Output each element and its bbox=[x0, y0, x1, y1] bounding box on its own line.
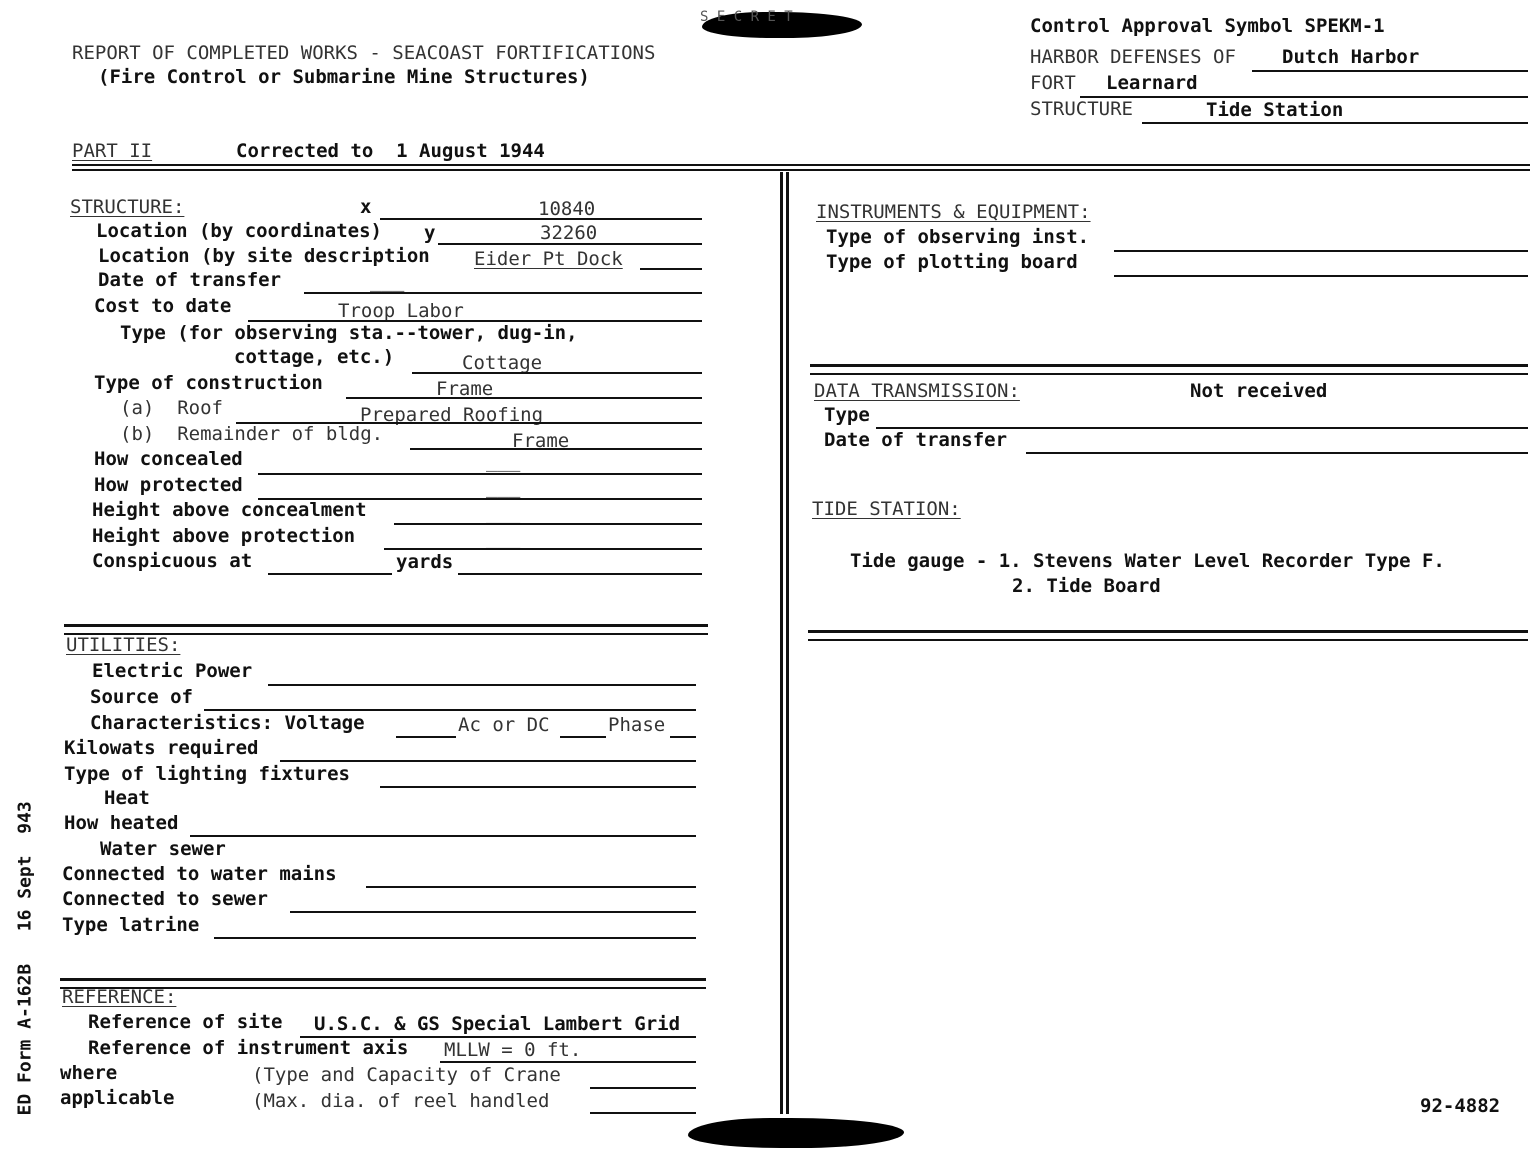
type-label-1: Type (for observing sta.--tower, dug-in, bbox=[120, 322, 578, 344]
tide-gauge-2: 2. Tide Board bbox=[1012, 575, 1161, 597]
observing-line bbox=[1114, 250, 1528, 252]
tide-gauge-1: Tide gauge - 1. Stevens Water Level Recorder Type F. bbox=[850, 550, 1445, 572]
sewer-line bbox=[290, 911, 696, 913]
structure-header-line bbox=[1142, 122, 1528, 124]
y-line bbox=[438, 243, 702, 245]
fort-value: Learnard bbox=[1106, 72, 1198, 94]
redaction-bottom bbox=[688, 1118, 904, 1148]
utilities-heading: UTILITIES: bbox=[66, 634, 181, 656]
fort-line bbox=[1080, 96, 1528, 98]
construction-line bbox=[346, 397, 702, 399]
coord-label: Location (by coordinates) bbox=[96, 220, 382, 242]
latrine-label: Type latrine bbox=[62, 914, 200, 936]
site-value: Eider Pt Dock bbox=[474, 248, 623, 270]
how-heated-line bbox=[190, 835, 696, 837]
harbor-defenses-label: HARBOR DEFENSES OF bbox=[1030, 46, 1236, 68]
where-label: where bbox=[60, 1062, 118, 1084]
ref-instrument-value: MLLW = 0 ft. bbox=[444, 1039, 582, 1061]
reel-line bbox=[590, 1112, 696, 1114]
type-value: Cottage bbox=[462, 352, 543, 374]
conspicuous-value: ___ bbox=[486, 553, 521, 575]
crane-label: (Type and Capacity of Crane bbox=[252, 1064, 561, 1086]
tide-end-rule bbox=[808, 630, 1528, 641]
crane-line bbox=[590, 1087, 696, 1089]
water-mains-label: Connected to water mains bbox=[62, 863, 337, 885]
dt-transfer-label: Date of transfer bbox=[824, 429, 1008, 451]
report-subtitle: (Fire Control or Submarine Mine Structures) bbox=[98, 66, 590, 88]
form-number: 92-4882 bbox=[1420, 1095, 1501, 1117]
lighting-label: Type of lighting fixtures bbox=[64, 763, 350, 785]
ref-site-label: Reference of site bbox=[88, 1011, 283, 1033]
dt-type-label: Type bbox=[824, 404, 870, 426]
tide-station-heading: TIDE STATION: bbox=[812, 498, 961, 520]
voltage-line bbox=[396, 736, 456, 738]
ref-site-value: U.S.C. & GS Special Lambert Grid bbox=[314, 1013, 681, 1035]
corrected-date: Corrected to 1 August 1944 bbox=[236, 140, 545, 162]
transfer-label: Date of transfer bbox=[98, 269, 282, 291]
transfer-value: ___ bbox=[370, 270, 405, 292]
yards-line bbox=[458, 573, 702, 575]
reference-heading: REFERENCE: bbox=[62, 986, 177, 1008]
conspicuous-line bbox=[268, 573, 392, 575]
site-line bbox=[640, 268, 702, 270]
construction-value: Frame bbox=[436, 378, 494, 400]
instruments-end-rule bbox=[810, 364, 1528, 375]
roof-label: (a) Roof bbox=[120, 397, 223, 419]
y-value: 32260 bbox=[540, 222, 598, 244]
report-title: REPORT OF COMPLETED WORKS - SEACOAST FORTIFICATIONS bbox=[72, 42, 656, 64]
cost-label: Cost to date bbox=[94, 295, 232, 317]
heat-label: Heat bbox=[104, 787, 150, 809]
part-label: PART II bbox=[72, 140, 153, 162]
type-line bbox=[412, 372, 702, 374]
observing-label: Type of observing inst. bbox=[826, 226, 1090, 248]
instruments-heading: INSTRUMENTS & EQUIPMENT: bbox=[816, 201, 1091, 223]
control-approval: Control Approval Symbol SPEKM-1 bbox=[1030, 15, 1385, 37]
concealed-label: How concealed bbox=[94, 448, 243, 470]
water-sewer-label: Water sewer bbox=[100, 838, 226, 860]
reel-label: (Max. dia. of reel handled bbox=[252, 1090, 550, 1112]
ref-instrument-label: Reference of instrument axis bbox=[88, 1037, 409, 1059]
phase-label: Phase bbox=[608, 714, 666, 736]
h-concealment-line bbox=[394, 523, 702, 525]
x-line bbox=[380, 218, 702, 220]
part-rule-2 bbox=[72, 169, 1530, 171]
h-concealment-label: Height above concealment bbox=[92, 499, 367, 521]
remainder-value: Frame bbox=[512, 430, 570, 452]
kilowats-label: Kilowats required bbox=[64, 737, 259, 759]
electric-label: Electric Power bbox=[92, 660, 253, 682]
harbor-defenses-value: Dutch Harbor bbox=[1282, 46, 1420, 68]
harbor-line bbox=[1252, 70, 1528, 72]
sewer-label: Connected to sewer bbox=[62, 888, 268, 910]
phase-line bbox=[670, 736, 696, 738]
h-protection-line bbox=[384, 548, 702, 550]
plotting-line bbox=[1114, 275, 1528, 277]
side-note: ED Form A-162B 16 Sept 943 bbox=[14, 801, 36, 1116]
concealed-value: ___ bbox=[486, 450, 521, 472]
electric-line bbox=[268, 684, 696, 686]
structure-header-value: Tide Station bbox=[1206, 99, 1344, 121]
applicable-label: applicable bbox=[60, 1087, 175, 1109]
site-label: Location (by site description bbox=[98, 245, 430, 267]
ac-dc-line bbox=[560, 736, 606, 738]
source-label: Source of bbox=[90, 686, 193, 708]
protected-label: How protected bbox=[94, 474, 243, 496]
conspicuous-label: Conspicuous at bbox=[92, 550, 253, 572]
ac-dc-label: Ac or DC bbox=[458, 714, 550, 736]
remainder-line bbox=[410, 448, 702, 450]
x-label: x bbox=[360, 196, 372, 218]
ref-instrument-line bbox=[440, 1061, 696, 1063]
protected-value: ___ bbox=[486, 476, 521, 498]
h-protection-value: ___ bbox=[486, 527, 521, 549]
latrine-line bbox=[214, 937, 696, 939]
center-divider-2 bbox=[786, 172, 789, 1114]
kilowats-line bbox=[280, 760, 696, 762]
yards-label: yards bbox=[396, 551, 454, 573]
data-transmission-heading: DATA TRANSMISSION: bbox=[814, 380, 1020, 402]
center-divider bbox=[780, 172, 783, 1114]
h-concealment-value: ___ bbox=[486, 502, 521, 524]
transfer-line bbox=[304, 292, 702, 294]
y-label: y bbox=[424, 222, 436, 244]
classification-mark: S E C R E T bbox=[700, 9, 793, 25]
dt-transfer-line bbox=[1026, 452, 1528, 454]
water-mains-line bbox=[366, 886, 696, 888]
fort-label: FORT bbox=[1030, 72, 1076, 94]
lighting-line bbox=[380, 786, 696, 788]
remainder-label: (b) Remainder of bldg. bbox=[120, 423, 384, 445]
structure-heading: STRUCTURE: bbox=[70, 196, 185, 218]
how-heated-label: How heated bbox=[64, 812, 179, 834]
roof-value: Prepared Roofing bbox=[360, 404, 544, 426]
construction-label: Type of construction bbox=[94, 372, 323, 394]
data-transmission-status: Not received bbox=[1190, 380, 1328, 402]
cost-value: Troop Labor bbox=[338, 300, 464, 322]
x-value: 10840 bbox=[538, 198, 596, 220]
part-rule bbox=[72, 164, 1530, 166]
plotting-label: Type of plotting board bbox=[826, 251, 1078, 273]
h-protection-label: Height above protection bbox=[92, 525, 356, 547]
characteristics-label: Characteristics: Voltage bbox=[90, 712, 365, 734]
structure-header-label: STRUCTURE bbox=[1030, 98, 1133, 120]
type-label-2: cottage, etc.) bbox=[234, 346, 395, 368]
concealed-line bbox=[258, 473, 702, 475]
source-line bbox=[204, 709, 696, 711]
